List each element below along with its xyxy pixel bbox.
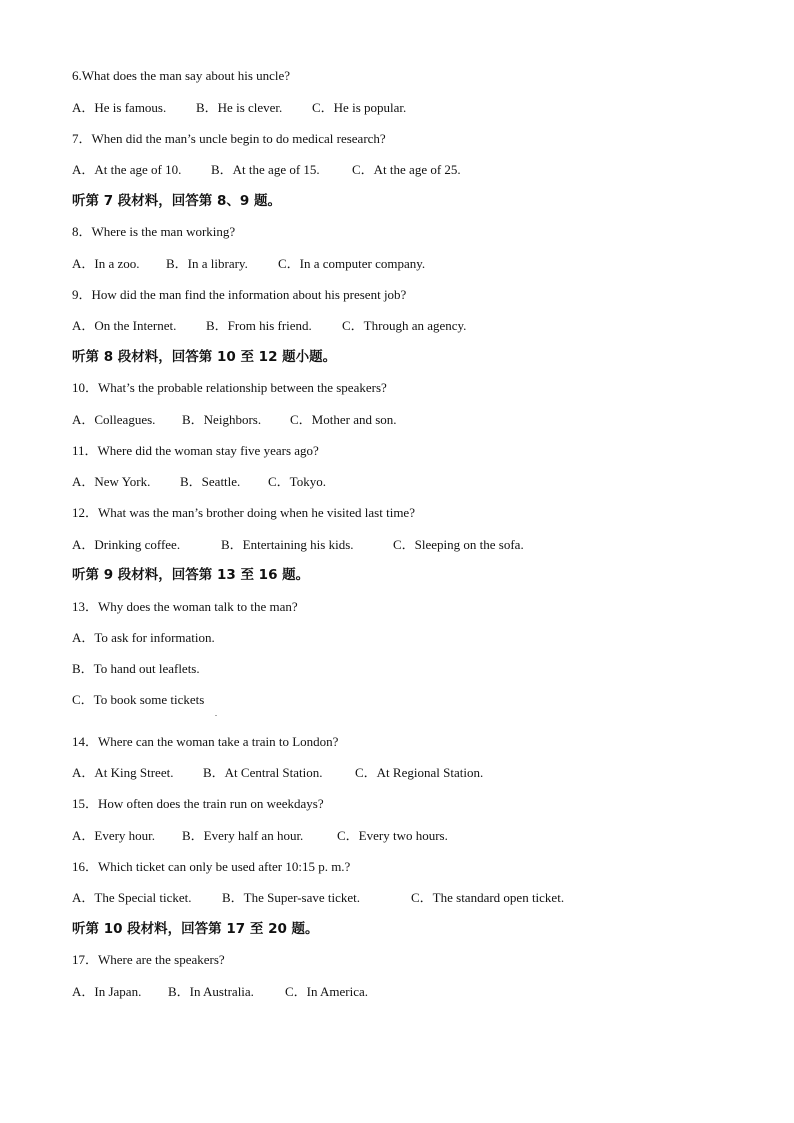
option-b: B．Neighbors. <box>182 412 262 427</box>
section-heading-8: 听第 8 段材料，回答第 10 至 12 题小题。 <box>72 349 337 365</box>
option-a: A．In a zoo. <box>72 256 140 271</box>
option-a: A．Drinking coffee. <box>72 537 181 552</box>
option-c: C．In America. <box>285 984 369 999</box>
question-7: 7．When did the man’s uncle begin to do medical research? <box>72 131 386 146</box>
option-b: B．In a library. <box>166 256 248 271</box>
option-a: A．New York. <box>72 474 151 489</box>
question-12: 12．What was the man’s brother doing when he visited last time? <box>72 505 415 520</box>
options-16 <box>72 890 564 906</box>
option-c: C．Every two hours. <box>337 828 448 843</box>
question-8: 8．Where is the man working? <box>72 224 236 239</box>
option-c: C．Tokyo. <box>268 474 326 489</box>
question-15: 15．How often does the train run on weekdays? <box>72 796 324 811</box>
option-b: B．From his friend. <box>206 318 312 333</box>
option-a: A．At King Street. <box>72 765 174 780</box>
option-13-b: B．To hand out leaflets. <box>72 661 200 676</box>
section-heading-10: 听第 10 段材料，回答第 17 至 20 题。 <box>72 921 319 937</box>
option-b: B．At the age of 15. <box>211 162 320 177</box>
question-17: 17．Where are the speakers? <box>72 952 225 967</box>
option-b: B．The Super-save ticket. <box>222 890 361 905</box>
option-b: B．Every half an hour. <box>182 828 304 843</box>
option-c: C．At Regional Station. <box>355 765 484 780</box>
section-heading-9: 听第 9 段材料，回答第 13 至 16 题。 <box>72 567 310 583</box>
question-10: 10．What’s the probable relationship between the speakers? <box>72 380 387 395</box>
option-a: A．In Japan. <box>72 984 142 999</box>
option-a: A．The Special ticket. <box>72 890 192 905</box>
option-b: B．He is clever. <box>196 100 283 115</box>
option-b: B．At Central Station. <box>203 765 323 780</box>
option-c: C．In a computer company. <box>278 256 426 271</box>
option-a: A．At the age of 10. <box>72 162 182 177</box>
options-17 <box>72 984 368 1000</box>
options-6 <box>72 100 406 116</box>
question-13: 13．Why does the woman talk to the man? <box>72 599 298 614</box>
option-13-a: A．To ask for information. <box>72 630 215 645</box>
options-10 <box>72 412 397 428</box>
option-a: A．He is famous. <box>72 100 167 115</box>
question-6: 6.What does the man say about his uncle? <box>72 68 291 83</box>
question-14: 14．Where can the woman take a train to London? <box>72 734 339 749</box>
options-11 <box>72 474 326 490</box>
options-12 <box>72 537 524 553</box>
option-c: C．Sleeping on the sofa. <box>393 537 524 552</box>
option-13-c: C．To book some tickets <box>72 692 205 707</box>
option-b: B．Entertaining his kids. <box>221 537 354 552</box>
options-7 <box>72 162 461 178</box>
options-9 <box>72 318 466 334</box>
options-8 <box>72 256 425 272</box>
question-9: 9．How did the man find the information about his present job? <box>72 287 407 302</box>
option-b: B．Seattle. <box>180 474 241 489</box>
option-c: C．Mother and son. <box>290 412 397 427</box>
option-a: A．On the Internet. <box>72 318 177 333</box>
options-15 <box>72 828 448 844</box>
options-14 <box>72 765 483 781</box>
question-11: 11．Where did the woman stay five years ago? <box>72 443 319 458</box>
option-c: C．The standard open ticket. <box>411 890 565 905</box>
stray-mark: . <box>215 709 217 718</box>
option-b: B．In Australia. <box>168 984 254 999</box>
option-c: C．Through an agency. <box>342 318 467 333</box>
section-heading-7: 听第 7 段材料，回答第 8、9 题。 <box>72 193 281 209</box>
option-c: C．At the age of 25. <box>352 162 461 177</box>
question-16: 16．Which ticket can only be used after 10:15 p. m.? <box>72 859 351 874</box>
option-a: A．Every hour. <box>72 828 156 843</box>
option-a: A．Colleagues. <box>72 412 156 427</box>
option-c: C．He is popular. <box>312 100 407 115</box>
